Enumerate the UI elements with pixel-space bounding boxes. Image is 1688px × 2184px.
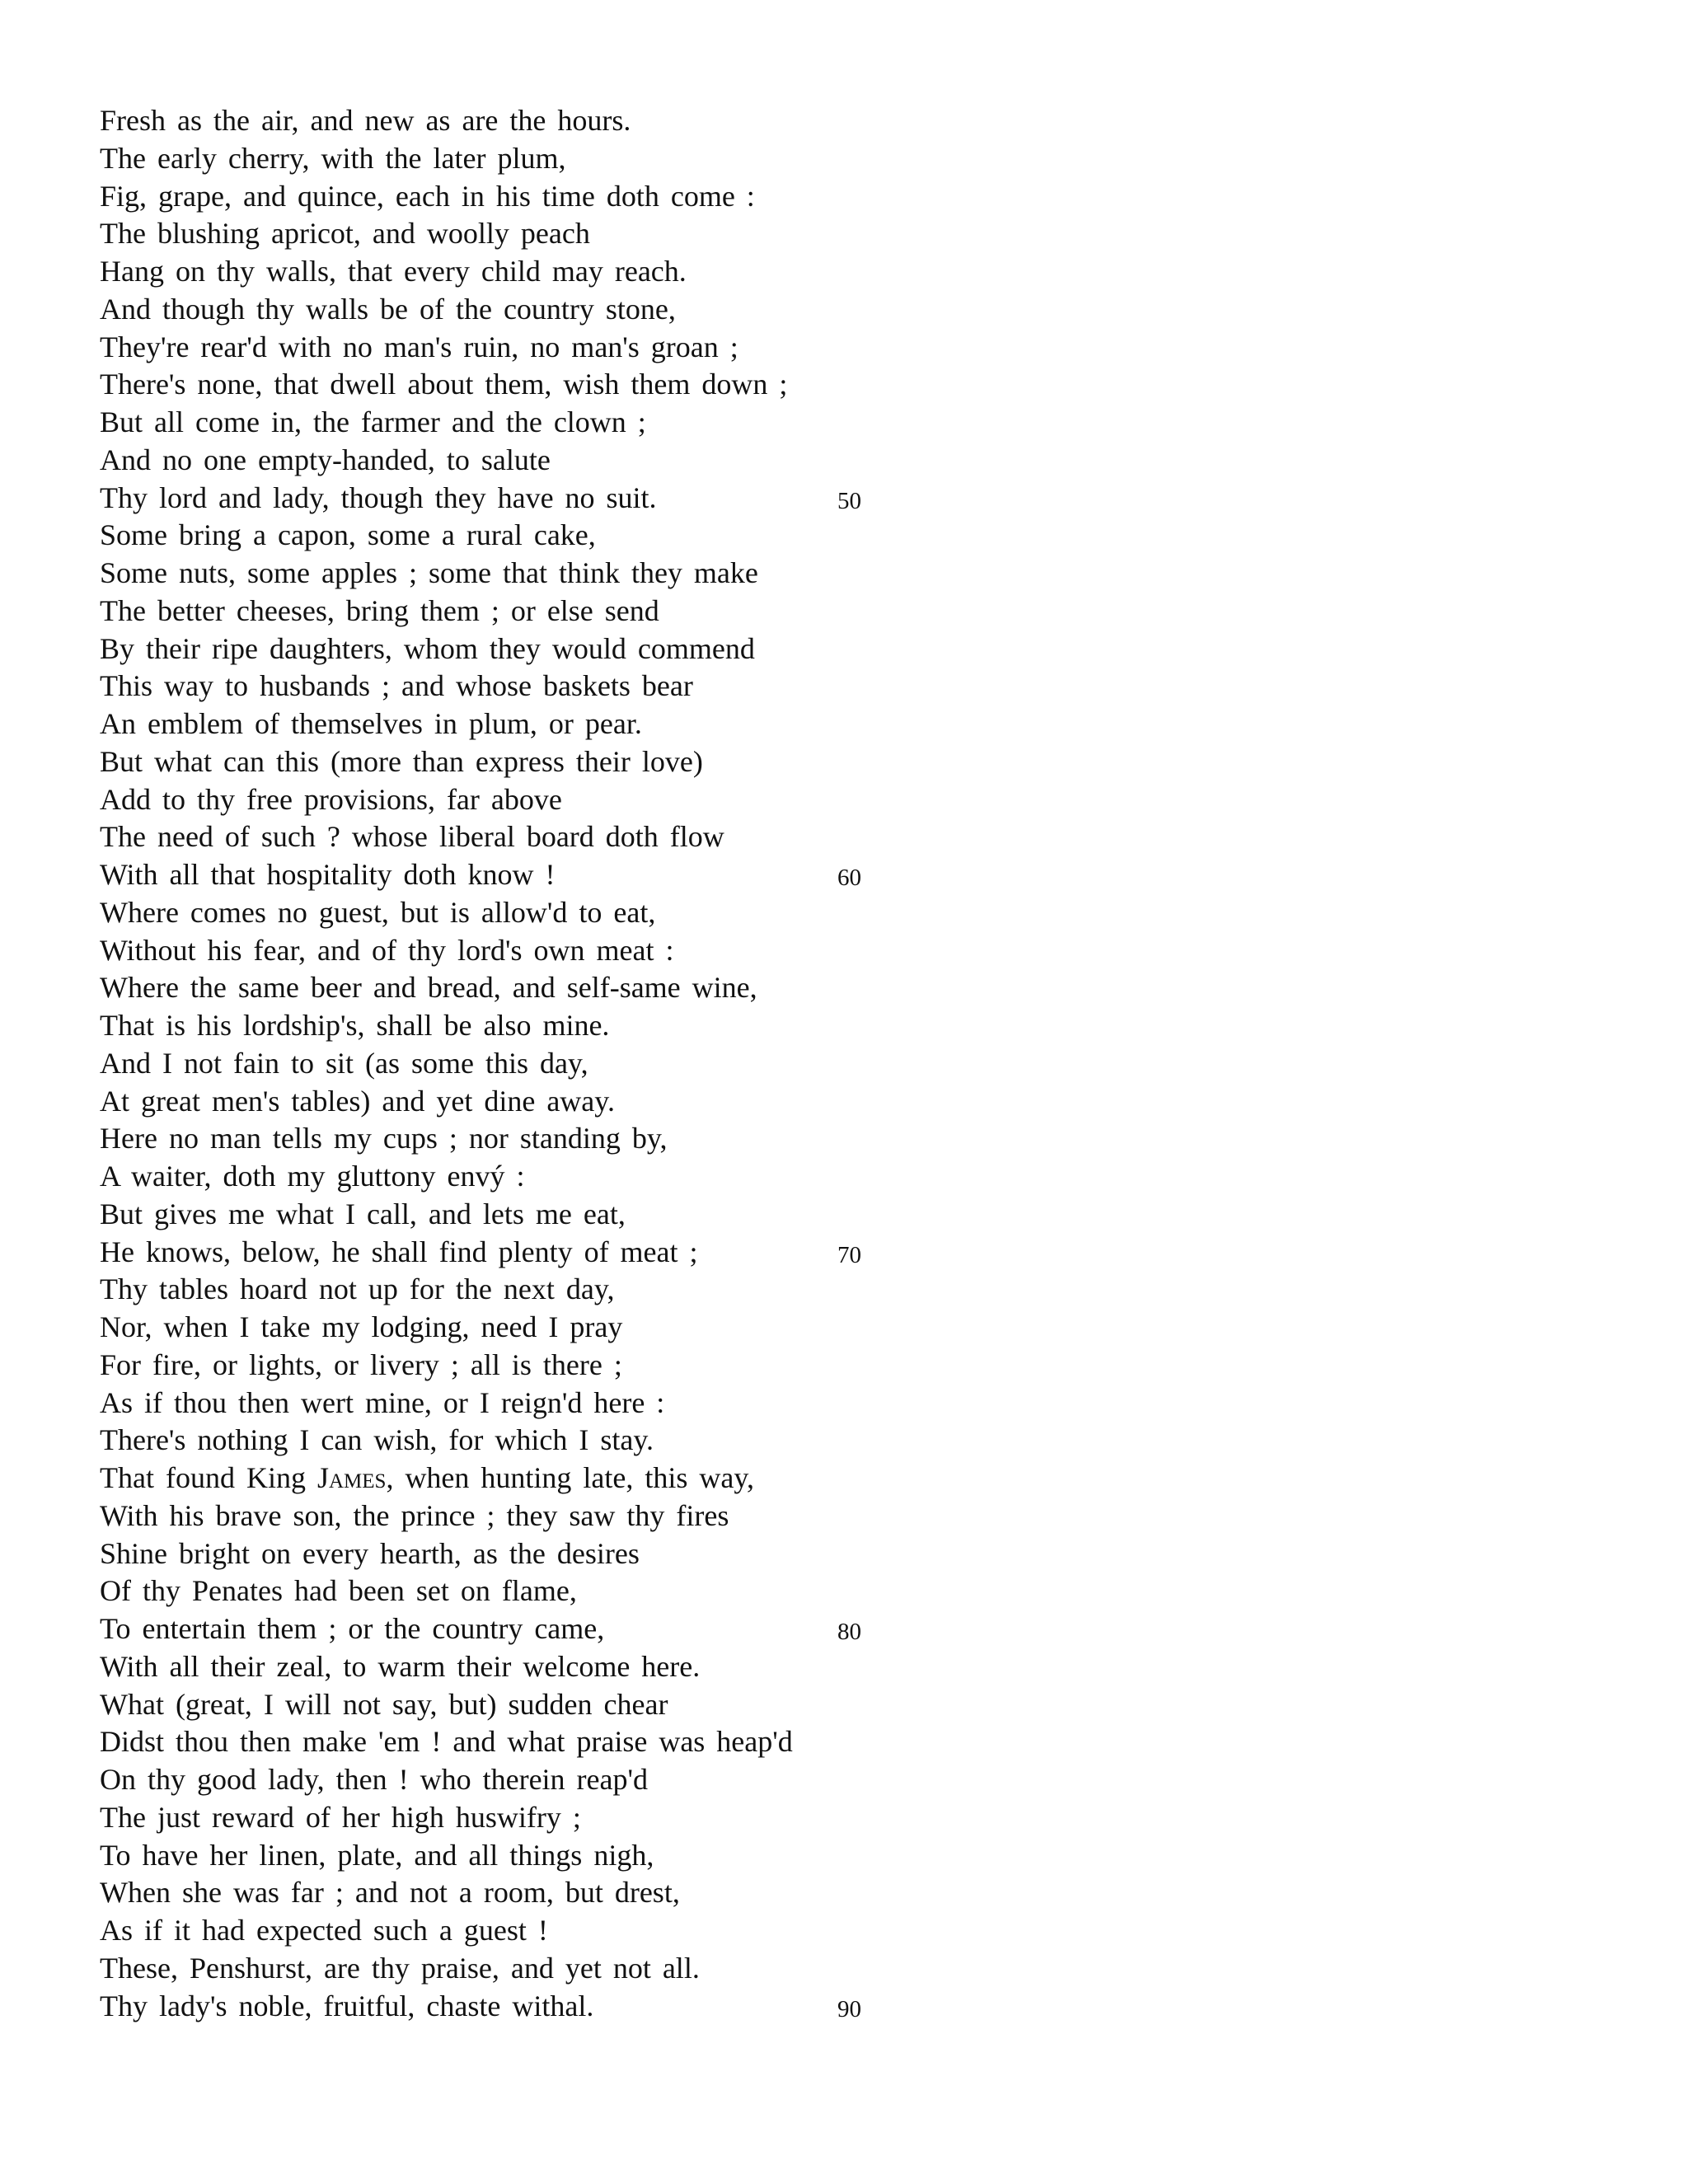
- poem-line: [100, 102, 924, 140]
- poem-line-text: Of thy Penates had been set on flame,: [100, 1574, 577, 1608]
- poem-line: [100, 743, 924, 781]
- poem-line-text: Add to thy free provisions, far above: [100, 782, 562, 816]
- poem-line: [100, 442, 924, 480]
- line-number: 50: [837, 487, 861, 514]
- poem-line: [100, 1460, 924, 1497]
- poem-line: [100, 1158, 924, 1196]
- poem-line-text: Thy lady's noble, fruitful, chaste withal.: [100, 1989, 594, 2022]
- poem-line: [100, 969, 924, 1007]
- poem-line-text: And though thy walls be of the country stone,: [100, 292, 676, 326]
- poem-line: [100, 1083, 924, 1121]
- line-number: 70: [837, 1241, 861, 1268]
- poem-line-text: Thy tables hoard not up for the next day,: [100, 1272, 615, 1306]
- poem-line: [100, 1120, 924, 1158]
- poem-line-text: This way to husbands ; and whose baskets bear: [100, 669, 693, 703]
- poem-line: [100, 1347, 924, 1385]
- line-number: 60: [837, 865, 861, 891]
- poem-line-text: To have her linen, plate, and all things nigh,: [100, 1838, 654, 1872]
- poem-line: [100, 329, 924, 367]
- poem-line: [100, 1837, 924, 1875]
- poem-line-text: As if thou then wert mine, or I reign'd here :: [100, 1385, 665, 1419]
- poem-line-text: Didst thou then make 'em ! and what praise was heap'd: [100, 1725, 793, 1759]
- poem-line: [100, 705, 924, 743]
- poem-line-text-after: , when hunting late, this way,: [386, 1461, 755, 1494]
- poem-line-text: [100, 1460, 754, 1497]
- poem-line-text: The early cherry, with the later plum,: [100, 141, 566, 175]
- poem-line: [100, 1309, 924, 1347]
- poem-line: [100, 932, 924, 970]
- poem-line: [100, 1912, 924, 1950]
- poem-line: [100, 1686, 924, 1724]
- poem-line-text: Hang on thy walls, that every child may reach.: [100, 255, 687, 288]
- poem-line: [100, 1950, 924, 1988]
- poem-line: [100, 480, 924, 518]
- poem-line: [100, 517, 924, 555]
- poem-line-text: Here no man tells my cups ; nor standing by,: [100, 1122, 668, 1155]
- poem-line: [100, 1422, 924, 1460]
- poem-line: [100, 1799, 924, 1837]
- poem-line-text: That is his lordship's, shall be also mine.: [100, 1009, 610, 1042]
- poem-line-text: The blushing apricot, and woolly peach: [100, 217, 590, 251]
- poem-line-text: The better cheeses, bring them ; or else send: [100, 593, 659, 627]
- poem-line: [100, 1723, 924, 1761]
- poem-line-text: A waiter, doth my gluttony envý :: [100, 1160, 525, 1193]
- poem-line: [100, 215, 924, 253]
- poem-line-text: For fire, or lights, or livery ; all is there ;: [100, 1347, 622, 1381]
- poem-line: [100, 781, 924, 819]
- poem-line-text: There's nothing I can wish, for which I stay.: [100, 1423, 654, 1457]
- poem-line: [100, 1648, 924, 1686]
- poem-line-text: Nor, when I take my lodging, need I pray: [100, 1310, 623, 1343]
- poem-line: [100, 1988, 924, 2026]
- poem-line-text-before: That found King: [100, 1461, 317, 1494]
- poem-line-text: But what can this (more than express their love): [100, 744, 703, 778]
- poem-line-text: Fig, grape, and quince, each in his time doth come :: [100, 179, 755, 213]
- poem-line: [100, 1610, 924, 1648]
- poem-line-text: At great men's tables) and yet dine away.: [100, 1084, 615, 1118]
- poem-line-text: With all their zeal, to warm their welcome here.: [100, 1649, 701, 1683]
- poem-line: [100, 1007, 924, 1045]
- small-caps-name: James: [316, 1461, 387, 1494]
- poem-line: [100, 894, 924, 932]
- poem-line: [100, 1497, 924, 1535]
- poem-line-text: These, Penshurst, are thy praise, and yet not all.: [100, 1951, 700, 1985]
- poem-line-text: And I not fain to sit (as some this day,: [100, 1046, 588, 1080]
- poem-line: [100, 1572, 924, 1610]
- poem-line: [100, 555, 924, 593]
- poem-line-text: Where comes no guest, but is allow'd to eat,: [100, 895, 656, 929]
- poem-line-text: Where the same beer and bread, and self-same wine,: [100, 971, 757, 1005]
- poem-line-text: Thy lord and lady, though they have no suit.: [100, 480, 657, 514]
- poem-line-text: With all that hospitality doth know !: [100, 858, 556, 891]
- poem-line-text: Fresh as the air, and new as are the hours.: [100, 104, 631, 137]
- poem-line-text: As if it had expected such a guest !: [100, 1914, 548, 1947]
- poem-line-text: To entertain them ; or the country came,: [100, 1612, 605, 1645]
- line-number: 90: [837, 1995, 861, 2022]
- poem-line: [100, 593, 924, 630]
- poem-line-text: But all come in, the farmer and the clown ;: [100, 405, 646, 438]
- poem-body: [100, 102, 924, 2025]
- poem-line: [100, 1271, 924, 1309]
- poem-line: [100, 291, 924, 329]
- poem-line-text: They're rear'd with no man's ruin, no man's groan ;: [100, 330, 738, 363]
- poem-line-text: By their ripe daughters, whom they would commend: [100, 631, 755, 665]
- poem-line-text: The just reward of her high huswifry ;: [100, 1800, 581, 1834]
- poem-line: [100, 1761, 924, 1799]
- poem-line-text: With his brave son, the prince ; they saw thy fires: [100, 1498, 729, 1532]
- poem-line-text: There's none, that dwell about them, wish them down ;: [100, 368, 788, 401]
- poem-line-text: Some nuts, some apples ; some that think they make: [100, 556, 758, 589]
- poem-line: [100, 253, 924, 291]
- poem-line: [100, 1385, 924, 1422]
- poem-line: [100, 668, 924, 705]
- poem-line: [100, 178, 924, 216]
- poem-line-text: Without his fear, and of thy lord's own meat :: [100, 933, 674, 967]
- poem-line-text: When she was far ; and not a room, but drest,: [100, 1876, 680, 1910]
- poem-line: [100, 366, 924, 404]
- poem-line-text: Shine bright on every hearth, as the desires: [100, 1536, 640, 1570]
- poem-line: [100, 140, 924, 178]
- poem-line: [100, 818, 924, 856]
- poem-line-text: On thy good lady, then ! who therein reap'd: [100, 1763, 648, 1796]
- line-number: 80: [837, 1619, 861, 1645]
- poem-line: [100, 630, 924, 668]
- poem-line: [100, 1045, 924, 1083]
- poem-line: [100, 1874, 924, 1912]
- poem-line: [100, 1234, 924, 1272]
- poem-line-text: But gives me what I call, and lets me eat,: [100, 1197, 626, 1230]
- poem-line-text: And no one empty-handed, to salute: [100, 443, 551, 476]
- poem-line-text: An emblem of themselves in plum, or pear.: [100, 707, 642, 740]
- poem-line: [100, 404, 924, 442]
- poem-line-text: The need of such ? whose liberal board doth flow: [100, 820, 724, 854]
- poem-line: [100, 1196, 924, 1234]
- poem-line-text: He knows, below, he shall find plenty of meat ;: [100, 1235, 698, 1268]
- poem-line-text: What (great, I will not say, but) sudden chear: [100, 1687, 668, 1721]
- poem-line-text: Some bring a capon, some a rural cake,: [100, 518, 596, 552]
- poem-line: [100, 856, 924, 894]
- poem-line: [100, 1535, 924, 1573]
